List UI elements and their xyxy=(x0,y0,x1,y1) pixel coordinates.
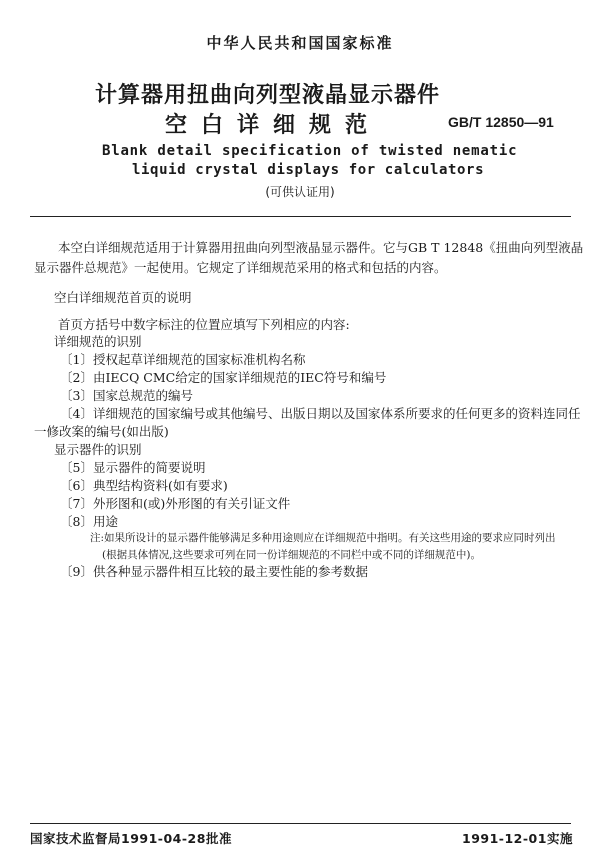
note-line-2: (根据具体情况,这些要求可列在同一份详细规范的不同栏中或不同的详细规范中)。 xyxy=(102,549,482,561)
list-item-9: 〔9〕供各种显示器件相互比较的最主要性能的参考数据 xyxy=(60,564,368,579)
group-heading-detail-spec: 详细规范的识别 xyxy=(54,334,142,349)
list-item-6: 〔6〕典型结构资料(如有要求) xyxy=(60,478,228,493)
implementation-date: 1991-12-01实施 xyxy=(462,831,573,846)
list-item-7: 〔7〕外形图和(或)外形图的有关引证文件 xyxy=(60,496,291,511)
list-item-5: 〔5〕显示器件的简要说明 xyxy=(60,460,206,475)
certification-note: (可供认证用) xyxy=(265,185,335,199)
list-item-1: 〔1〕授权起草详细规范的国家标准机构名称 xyxy=(60,352,306,367)
standard-number: GB/T 12850—91 xyxy=(448,114,554,130)
title-line-1: 计算器用扭曲向列型液晶显示器件 xyxy=(95,83,441,108)
title-line-2: 空白详细规范 xyxy=(165,113,382,138)
instruction: 首页方括号中数字标注的位置应填写下列相应的内容: xyxy=(58,317,350,332)
list-item-2: 〔2〕由IECQ CMC给定的国家详细规范的IEC符号和编号 xyxy=(60,370,387,385)
list-item-3: 〔3〕国家总规范的编号 xyxy=(60,388,193,403)
intro-line-1: 本空白详细规范适用于计算器用扭曲向列型液晶显示器件。它与GB T 12848《扭曲向列型液晶 xyxy=(58,240,584,255)
list-item-8: 〔8〕用途 xyxy=(60,514,118,529)
list-item-4-line-2: 一修改案的编号(如出版) xyxy=(34,424,169,439)
note-line-1: 注:如果所设计的显示器件能够满足多种用途则应在详细规范中指明。有关这些用途的要求应同时列出 xyxy=(90,532,556,544)
intro-line-2: 显示器件总规范》一起使用。它规定了详细规范采用的格式和包括的内容。 xyxy=(34,260,447,275)
approval-date: 国家技术监督局1991-04-28批准 xyxy=(30,831,232,846)
national-standard-header: 中华人民共和国国家标准 xyxy=(206,34,394,52)
header-divider xyxy=(30,216,571,217)
footer-divider xyxy=(30,823,571,824)
english-title-line-1: Blank detail specification of twisted nematic xyxy=(102,143,518,159)
english-title-line-2: liquid crystal displays for calculators xyxy=(132,162,485,178)
group-heading-display: 显示器件的识别 xyxy=(54,442,142,457)
section-heading: 空白详细规范首页的说明 xyxy=(54,290,192,305)
list-item-4-line-1: 〔4〕详细规范的国家编号或其他编号、出版日期以及国家体系所要求的任何更多的资料连同任 xyxy=(60,406,581,421)
